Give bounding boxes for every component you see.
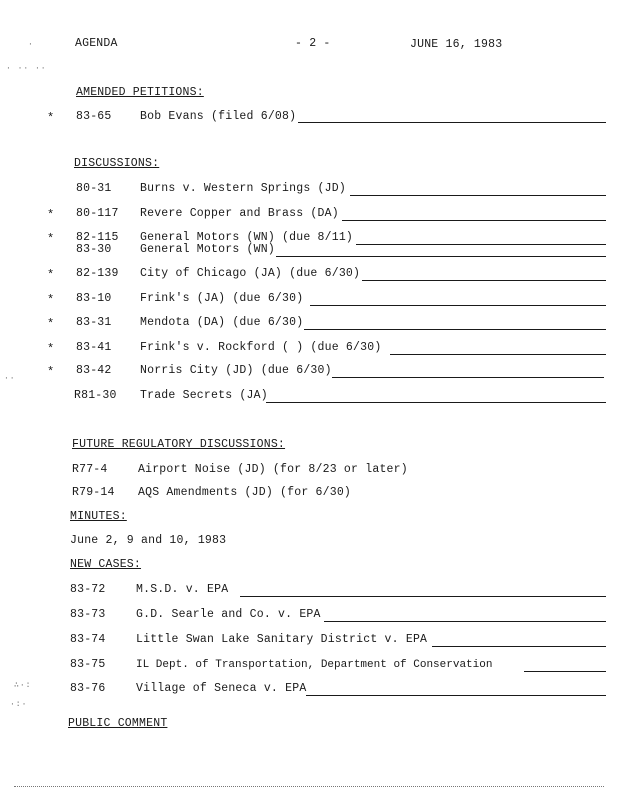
case-number: 83-30 bbox=[76, 243, 112, 256]
case-title: Mendota (DA) (due 6/30) bbox=[140, 316, 304, 329]
public-comment-heading: PUBLIC COMMENT bbox=[68, 717, 168, 730]
case-number: 80-117 bbox=[76, 207, 119, 220]
header-left: AGENDA bbox=[75, 37, 118, 50]
case-title: City of Chicago (JA) (due 6/30) bbox=[140, 267, 361, 280]
future-regulatory-heading: FUTURE REGULATORY DISCUSSIONS: bbox=[72, 438, 286, 451]
case-number: 83-75 bbox=[70, 658, 106, 671]
case-number: 80-31 bbox=[76, 182, 112, 195]
entry-line bbox=[324, 621, 606, 622]
scan-noise: · bbox=[28, 40, 34, 49]
priority-marker: * bbox=[47, 293, 55, 307]
entry-line bbox=[266, 402, 606, 403]
entry-line bbox=[362, 280, 606, 281]
entry-line bbox=[332, 377, 604, 378]
case-title: Revere Copper and Brass (DA) bbox=[140, 207, 339, 220]
priority-marker: * bbox=[47, 342, 55, 356]
amended-petitions-heading: AMENDED PETITIONS: bbox=[76, 86, 204, 99]
entry-line bbox=[432, 646, 606, 647]
case-number: 83-31 bbox=[76, 316, 112, 329]
case-title: Little Swan Lake Sanitary District v. EPA bbox=[136, 633, 428, 646]
priority-marker: * bbox=[47, 232, 55, 246]
scan-noise: · ·· ·· bbox=[6, 64, 47, 73]
case-number: 82-115 bbox=[76, 231, 119, 244]
entry-line bbox=[240, 596, 606, 597]
scan-noise: ·· bbox=[4, 374, 16, 383]
priority-marker: * bbox=[47, 268, 55, 282]
docket-number: R77-4 bbox=[72, 463, 108, 476]
entry-line bbox=[304, 329, 606, 330]
case-title: Village of Seneca v. EPA bbox=[136, 682, 307, 695]
entry-line bbox=[390, 354, 606, 355]
scan-noise: ∴·: bbox=[14, 681, 32, 690]
entry-line bbox=[306, 695, 606, 696]
case-title: IL Dept. of Transportation, Department of Conservation bbox=[136, 659, 493, 671]
case-number: 83-10 bbox=[76, 292, 112, 305]
case-title: M.S.D. v. EPA bbox=[136, 583, 229, 596]
entry-line bbox=[342, 220, 606, 221]
case-number: 83-42 bbox=[76, 364, 112, 377]
case-number: R81-30 bbox=[74, 389, 117, 402]
new-cases-heading: NEW CASES: bbox=[70, 558, 142, 571]
docket-title: AQS Amendments (JD) (for 6/30) bbox=[138, 486, 352, 499]
case-title: G.D. Searle and Co. v. EPA bbox=[136, 608, 321, 621]
header-page-number: - 2 - bbox=[295, 37, 331, 50]
case-number: 83-74 bbox=[70, 633, 106, 646]
scan-edge bbox=[14, 786, 604, 787]
minutes-heading: MINUTES: bbox=[70, 510, 127, 523]
case-title: Frink's (JA) (due 6/30) bbox=[140, 292, 304, 305]
case-number: 82-139 bbox=[76, 267, 119, 280]
docket-title: Airport Noise (JD) (for 8/23 or later) bbox=[138, 463, 408, 476]
header-date: JUNE 16, 1983 bbox=[410, 38, 503, 51]
case-title: Frink's v. Rockford ( ) (due 6/30) bbox=[140, 341, 382, 354]
case-number: 83-73 bbox=[70, 608, 106, 621]
entry-line bbox=[276, 256, 606, 257]
case-title: General Motors (WN) (due 8/11) bbox=[140, 231, 354, 244]
entry-line bbox=[524, 671, 606, 672]
priority-marker: * bbox=[47, 111, 55, 125]
priority-marker: * bbox=[47, 317, 55, 331]
case-title: General Motors (WN) bbox=[140, 243, 275, 256]
case-title: Norris City (JD) (due 6/30) bbox=[140, 364, 332, 377]
case-number: 83-41 bbox=[76, 341, 112, 354]
case-title: Trade Secrets (JA) bbox=[140, 389, 268, 402]
priority-marker: * bbox=[47, 365, 55, 379]
entry-line bbox=[350, 195, 606, 196]
docket-number: R79-14 bbox=[72, 486, 115, 499]
scan-noise: ·:· bbox=[10, 700, 28, 709]
priority-marker: * bbox=[47, 208, 55, 222]
case-number: 83-76 bbox=[70, 682, 106, 695]
case-number: 83-72 bbox=[70, 583, 106, 596]
case-title: Burns v. Western Springs (JD) bbox=[140, 182, 346, 195]
entry-line bbox=[356, 244, 606, 245]
entry-line bbox=[310, 305, 606, 306]
case-title: Bob Evans (filed 6/08) bbox=[140, 110, 297, 123]
discussions-heading: DISCUSSIONS: bbox=[74, 157, 160, 170]
case-number: 83-65 bbox=[76, 110, 112, 123]
minutes-dates: June 2, 9 and 10, 1983 bbox=[70, 534, 227, 547]
entry-line bbox=[298, 122, 606, 123]
